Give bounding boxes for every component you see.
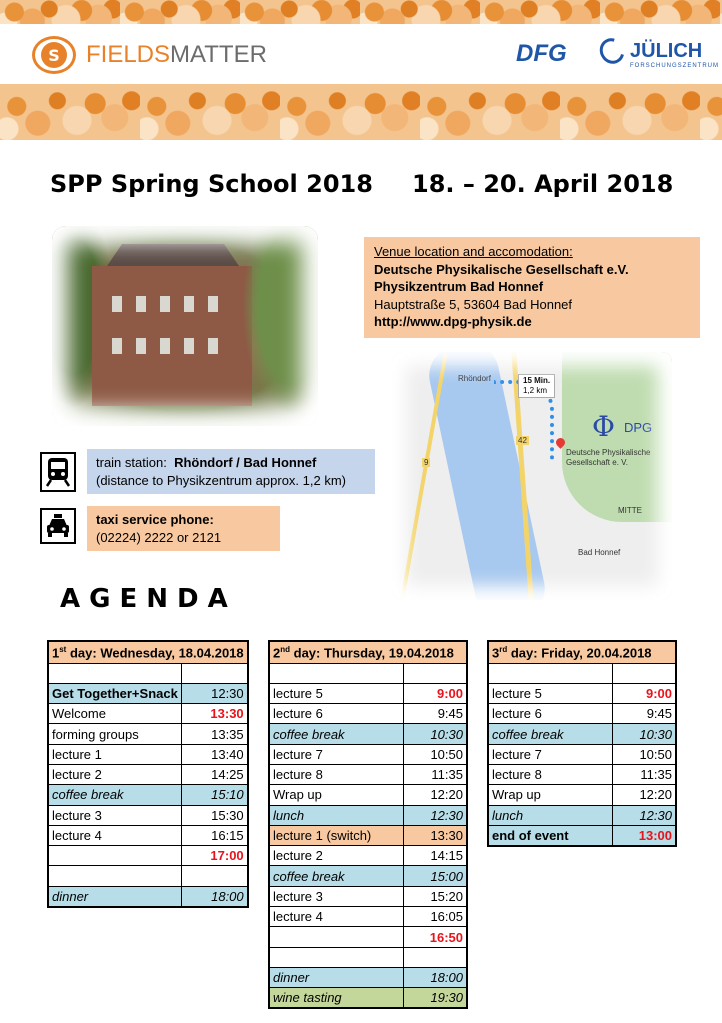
- venue-place: Physikzentrum Bad Honnef: [374, 279, 544, 294]
- map-label-district: MITTE: [618, 506, 642, 515]
- session-name: dinner: [48, 886, 181, 906]
- table-row: [269, 866, 467, 886]
- table-row: [269, 663, 467, 683]
- table-row: [269, 927, 467, 947]
- taxi-label: taxi service phone:: [96, 512, 214, 527]
- day-ordinal: 1: [52, 644, 60, 660]
- session-time: 12:20: [403, 785, 467, 805]
- taxi-icon: [40, 508, 76, 544]
- session-time: 11:35: [612, 764, 676, 784]
- session-time: 16:50: [403, 927, 467, 947]
- session-name: [48, 866, 181, 886]
- table-row: [48, 886, 248, 906]
- session-name: dinner: [269, 967, 403, 987]
- session-time: 9:45: [612, 704, 676, 724]
- logo-mark: S: [41, 42, 67, 68]
- venue-org: Deutsche Physikalische Gesellschaft e.V.: [374, 261, 629, 277]
- session-time: 15:00: [403, 866, 467, 886]
- table-row: [269, 886, 467, 906]
- fieldsmatter-logo-text: [86, 41, 267, 69]
- session-name: lecture 4: [48, 825, 181, 845]
- table-row: [48, 825, 248, 845]
- day-label: day: Friday, 20.04.2018: [507, 644, 652, 660]
- train-station: Rhöndorf / Bad Honnef: [174, 455, 317, 470]
- session-time: 14:15: [403, 846, 467, 866]
- table-row: [488, 704, 676, 724]
- agenda-day-1: [47, 640, 249, 908]
- session-name: lecture 5: [269, 683, 403, 703]
- table-row: [269, 683, 467, 703]
- header-banner-bottom: [0, 84, 722, 140]
- session-name: lecture 5: [488, 683, 612, 703]
- table-row: [48, 764, 248, 784]
- session-time: [403, 663, 467, 683]
- map-dpg-logo: DPG: [624, 420, 653, 435]
- day-ordinal: 2: [273, 644, 281, 660]
- session-name: coffee break: [488, 724, 612, 744]
- table-row: [269, 805, 467, 825]
- session-time: 13:35: [181, 724, 247, 744]
- session-name: Get Together+Snack: [48, 683, 181, 703]
- session-time: 16:15: [181, 825, 247, 845]
- day-label: day: Thursday, 19.04.2018: [290, 644, 454, 660]
- day-header-cell: [488, 641, 676, 663]
- session-name: [48, 846, 181, 866]
- event-dates: 18. – 20. April 2018: [412, 170, 674, 198]
- session-name: lecture 1 (switch): [269, 825, 403, 845]
- table-row: [48, 785, 248, 805]
- day-header: [269, 641, 467, 663]
- session-time: 12:30: [612, 805, 676, 825]
- session-time: 16:05: [403, 907, 467, 927]
- train-label: train station:: [96, 455, 167, 470]
- table-row: [269, 907, 467, 927]
- venue-building-photo: [52, 226, 318, 426]
- day-label: day: Wednesday, 18.04.2018: [66, 644, 244, 660]
- table-row: [488, 785, 676, 805]
- session-name: lecture 8: [488, 764, 612, 784]
- table-row: [269, 967, 467, 987]
- table-row: [48, 663, 248, 683]
- venue-heading: Venue location and accomodation:: [374, 244, 573, 259]
- table-row: [269, 704, 467, 724]
- table-row: [488, 825, 676, 845]
- session-time: 9:00: [403, 683, 467, 703]
- table-row: [269, 947, 467, 967]
- table-row: [48, 724, 248, 744]
- venue-info-box: [364, 237, 700, 338]
- session-name: lecture 8: [269, 764, 403, 784]
- session-name: lecture 2: [48, 764, 181, 784]
- agenda-title: AGENDA: [60, 584, 237, 614]
- agenda-day-2: [268, 640, 468, 1009]
- session-time: 12:20: [612, 785, 676, 805]
- venue-url[interactable]: http://www.dpg-physik.de: [374, 314, 532, 329]
- table-row: [269, 724, 467, 744]
- table-row: [48, 846, 248, 866]
- session-name: lecture 3: [269, 886, 403, 906]
- session-time: 10:50: [612, 744, 676, 764]
- session-name: lecture 6: [488, 704, 612, 724]
- map-road-label: 42: [518, 436, 527, 445]
- session-name: lecture 6: [269, 704, 403, 724]
- table-row: [48, 866, 248, 886]
- session-name: lecture 1: [48, 744, 181, 764]
- table-row: [48, 683, 248, 703]
- train-icon: [40, 452, 76, 492]
- map-walk-distance: 1,2 km: [523, 386, 548, 395]
- photo-vignette: [52, 226, 318, 426]
- day-header-cell: [269, 641, 467, 663]
- session-name: Welcome: [48, 704, 181, 724]
- session-name: [48, 663, 181, 683]
- taxi-info-box: [87, 506, 280, 551]
- session-name: [488, 663, 612, 683]
- dpg-phi-icon: Φ: [592, 410, 615, 443]
- header-banner-top: [0, 0, 722, 24]
- session-name: lunch: [488, 805, 612, 825]
- agenda-day-3: [487, 640, 677, 847]
- session-name: lunch: [269, 805, 403, 825]
- session-time: 10:50: [403, 744, 467, 764]
- day-ordinal-suffix: nd: [280, 644, 291, 654]
- session-time: 13:30: [181, 704, 247, 724]
- day-ordinal-suffix: st: [59, 644, 67, 654]
- session-name: forming groups: [48, 724, 181, 744]
- session-name: [269, 663, 403, 683]
- session-time: 19:30: [403, 988, 467, 1008]
- session-time: 17:00: [181, 846, 247, 866]
- session-name: lecture 2: [269, 846, 403, 866]
- session-time: 13:00: [612, 825, 676, 845]
- day-header: [48, 641, 248, 663]
- table-row: [488, 805, 676, 825]
- table-row: [269, 988, 467, 1008]
- map-walk-time: 15 Min.: [523, 376, 551, 385]
- day-header: [488, 641, 676, 663]
- session-name: lecture 3: [48, 805, 181, 825]
- logo-word-fields: FIELDS: [86, 41, 171, 68]
- table-row: [488, 663, 676, 683]
- session-time: 9:45: [403, 704, 467, 724]
- table-row: [269, 846, 467, 866]
- day-ordinal: 3: [492, 644, 500, 660]
- session-time: 15:30: [181, 805, 247, 825]
- session-time: 15:10: [181, 785, 247, 805]
- map-road-label: 9: [424, 458, 429, 467]
- session-name: coffee break: [48, 785, 181, 805]
- session-time: 13:30: [403, 825, 467, 845]
- table-row: [269, 764, 467, 784]
- train-info-box: [87, 449, 375, 494]
- session-time: 12:30: [181, 683, 247, 703]
- session-name: end of event: [488, 825, 612, 845]
- session-name: coffee break: [269, 724, 403, 744]
- event-title: SPP Spring School 2018: [50, 170, 373, 198]
- train-distance: (distance to Physikzentrum approx. 1,2 km): [96, 473, 346, 488]
- session-name: Wrap up: [488, 785, 612, 805]
- session-time: 9:00: [612, 683, 676, 703]
- session-time: 13:40: [181, 744, 247, 764]
- session-name: lecture 4: [269, 907, 403, 927]
- session-name: [269, 947, 403, 967]
- session-name: lecture 7: [488, 744, 612, 764]
- session-name: Wrap up: [269, 785, 403, 805]
- day-header-cell: [48, 641, 248, 663]
- fieldsmatter-logo-icon: [32, 36, 76, 74]
- table-row: [488, 724, 676, 744]
- session-time: 18:00: [181, 886, 247, 906]
- logo-word-matter: MATTER: [170, 41, 267, 68]
- session-time: 15:20: [403, 886, 467, 906]
- map-label-town: Bad Honnef: [578, 548, 621, 557]
- table-row: [269, 744, 467, 764]
- julich-logo-subtitle: FORSCHUNGSZENTRUM: [630, 63, 719, 69]
- session-time: 18:00: [403, 967, 467, 987]
- map-label-destination-1: Deutsche Physikalische: [566, 448, 651, 457]
- table-row: [48, 704, 248, 724]
- map-label-start: Rhöndorf: [458, 374, 491, 383]
- location-map: [392, 352, 672, 600]
- map-vignette: [392, 352, 672, 600]
- map-label-destination-2: Gesellschaft e. V.: [566, 458, 628, 467]
- session-time: [612, 663, 676, 683]
- taxi-phone: (02224) 2222 or 2121: [96, 530, 222, 545]
- session-time: [181, 866, 247, 886]
- session-time: [181, 663, 247, 683]
- table-row: [48, 744, 248, 764]
- venue-address: Hauptstraße 5, 53604 Bad Honnef: [374, 296, 573, 312]
- session-name: coffee break: [269, 866, 403, 886]
- session-time: [403, 947, 467, 967]
- table-row: [48, 805, 248, 825]
- table-row: [269, 785, 467, 805]
- session-time: 10:30: [403, 724, 467, 744]
- session-time: 14:25: [181, 764, 247, 784]
- session-time: 12:30: [403, 805, 467, 825]
- day-ordinal-suffix: rd: [499, 644, 508, 654]
- session-time: 11:35: [403, 764, 467, 784]
- table-row: [269, 825, 467, 845]
- session-name: [269, 927, 403, 947]
- julich-logo: JÜLICH: [630, 40, 703, 62]
- session-time: 10:30: [612, 724, 676, 744]
- session-name: wine tasting: [269, 988, 403, 1008]
- session-name: lecture 7: [269, 744, 403, 764]
- table-row: [488, 764, 676, 784]
- dfg-logo: DFG: [516, 40, 567, 67]
- table-row: [488, 744, 676, 764]
- table-row: [488, 683, 676, 703]
